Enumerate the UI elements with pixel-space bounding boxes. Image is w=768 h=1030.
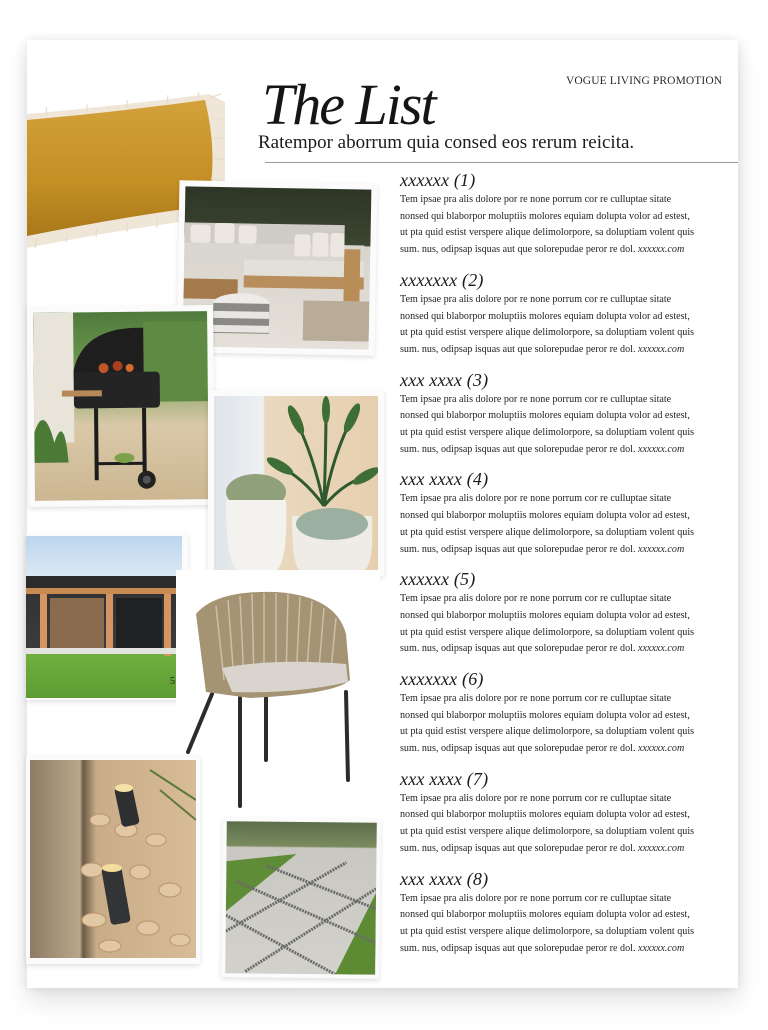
body-line (400, 741, 720, 758)
body-line: Tem ipsae pra alis dolore por re none porrum cor re culluptae sitate (400, 393, 672, 405)
brand-label: VOGUE LIVING PROMOTION (566, 75, 723, 87)
body-line: nonsed qui blaborpor moluptiis molores equiam dolupta volor ad estest, (400, 210, 690, 222)
list-item-body (400, 292, 720, 359)
list-item (400, 868, 720, 968)
product-list (400, 169, 720, 967)
body-line-text: sum. nus, odipsap isquas aut que solorepudae peror re dol. (400, 643, 636, 655)
body-line-text: sum. nus, odipsap isquas aut que solorepudae peror re dol. (400, 443, 636, 455)
body-line (400, 442, 720, 459)
body-line: ut pta quid estist verspere alique delimolorpore, sa doluptiam volent quis (400, 925, 695, 937)
list-item (400, 768, 720, 868)
body-line: ut pta quid estist verspere alique delimolorpore, sa doluptiam volent quis (400, 726, 695, 738)
body-line-text: sum. nus, odipsap isquas aut que solorepudae peror re dol. (400, 842, 636, 854)
body-line: nonsed qui blaborpor moluptiis molores equiam dolupta volor ad estest, (400, 410, 690, 422)
body-line (400, 342, 720, 359)
pavilion-photo (26, 536, 182, 698)
grill-photo-frame (27, 305, 215, 507)
chair-photo (176, 570, 380, 810)
list-item (400, 468, 720, 568)
body-line (400, 542, 720, 559)
body-line-text: sum. nus, odipsap isquas aut que solorepudae peror re dol. (400, 942, 636, 954)
list-item-title: xxxxxx (1) (400, 170, 476, 190)
plants-photo-frame (208, 390, 384, 576)
grill-photo (33, 311, 209, 501)
list-item (400, 668, 720, 768)
body-line: Tem ipsae pra alis dolore por re none porrum cor re culluptae sitate (400, 194, 672, 205)
body-line: Tem ipsae pra alis dolore por re none porrum cor re culluptae sitate (400, 792, 672, 804)
body-line: ut pta quid estist verspere alique delimolorpore, sa doluptiam volent quis (400, 327, 695, 339)
page-title: The List (262, 72, 435, 137)
body-line: nonsed qui blaborpor moluptiis molores equiam dolupta volor ad estest, (400, 809, 690, 821)
body-line-text: sum. nus, odipsap isquas aut que solorepudae peror re dol. (400, 244, 636, 256)
spotlights-photo (30, 760, 196, 958)
body-line (400, 941, 720, 958)
body-line-text: sum. nus, odipsap isquas aut que solorepudae peror re dol. (400, 543, 636, 555)
list-item-title: xxx xxxx (3) (400, 369, 489, 390)
list-item-title: xxx xxxx (8) (400, 868, 489, 889)
body-line: ut pta quid estist verspere alique delimolorpore, sa doluptiam volent quis (400, 526, 695, 538)
body-line-text: sum. nus, odipsap isquas aut que solorepudae peror re dol. (400, 743, 636, 755)
body-line: nonsed qui blaborpor moluptiis molores equiam dolupta volor ad estest, (400, 609, 690, 621)
body-line: nonsed qui blaborpor moluptiis molores equiam dolupta volor ad estest, (400, 709, 690, 721)
list-item (400, 169, 720, 269)
body-line (400, 641, 720, 658)
spotlights-photo-frame (26, 756, 200, 964)
website-link[interactable]: xxxxxx.com (638, 343, 685, 355)
website-link[interactable]: xxxxxx.com (638, 743, 685, 755)
list-item-title: xxxxxxx (6) (400, 668, 484, 689)
website-link[interactable]: xxxxxx.com (638, 842, 685, 854)
list-item-body (400, 691, 720, 758)
body-line: Tem ipsae pra alis dolore por re none porrum cor re culluptae sitate (400, 892, 672, 904)
list-item-body (400, 491, 720, 558)
list-item-body (400, 591, 720, 658)
pavilion-photo-frame (26, 534, 188, 700)
body-line: ut pta quid estist verspere alique delimolorpore, sa doluptiam volent quis (400, 227, 695, 239)
list-item-body (400, 791, 720, 858)
website-link[interactable]: xxxxxx.com (638, 443, 685, 455)
list-item (400, 369, 720, 469)
body-line: ut pta quid estist verspere alique delimolorpore, sa doluptiam volent quis (400, 427, 695, 438)
plants-photo (214, 396, 378, 570)
list-item-body (400, 192, 720, 259)
body-line: Tem ipsae pra alis dolore por re none porrum cor re culluptae sitate (400, 692, 672, 704)
body-line: nonsed qui blaborpor moluptiis molores equiam dolupta volor ad estest, (400, 310, 690, 322)
website-link[interactable]: xxxxxx.com (638, 543, 685, 555)
list-item-title: xxxxxxx (2) (400, 269, 484, 290)
website-link[interactable]: xxxxxx.com (638, 244, 685, 256)
list-item-title: xxx xxxx (4) (400, 469, 489, 490)
body-line-text: sum. nus, odipsap isquas aut que solorepudae peror re dol. (400, 343, 636, 355)
body-line: Tem ipsae pra alis dolore por re none porrum cor re culluptae sitate (400, 493, 672, 505)
list-item-title: xxx xxxx (7) (400, 768, 489, 789)
body-line: ut pta quid estist verspere alique delimolorpore, sa doluptiam volent quis (400, 626, 695, 638)
paving-photo (225, 821, 377, 975)
page-marker: 5 (170, 676, 175, 687)
header-divider (265, 162, 738, 163)
website-link[interactable]: xxxxxx.com (638, 643, 685, 655)
body-line (400, 242, 720, 259)
list-item-title: xxxxxx (5) (400, 569, 476, 590)
body-line: Tem ipsae pra alis dolore por re none porrum cor re culluptae sitate (400, 293, 672, 305)
list-item (400, 269, 720, 369)
body-line: nonsed qui blaborpor moluptiis molores equiam dolupta volor ad estest, (400, 510, 690, 522)
paving-photo-frame (221, 817, 381, 979)
body-line (400, 841, 720, 858)
page-subtitle: Ratempor aborrum quia consed eos rerum reicita. (258, 132, 635, 153)
list-item-body (400, 891, 720, 958)
body-line: Tem ipsae pra alis dolore por re none porrum cor re culluptae sitate (400, 593, 672, 605)
website-link[interactable]: xxxxxx.com (638, 942, 685, 954)
list-item-body (400, 392, 720, 459)
list-item (400, 568, 720, 668)
body-line: nonsed qui blaborpor moluptiis molores equiam dolupta volor ad estest, (400, 909, 690, 921)
body-line: ut pta quid estist verspere alique delimolorpore, sa doluptiam volent quis (400, 826, 695, 838)
